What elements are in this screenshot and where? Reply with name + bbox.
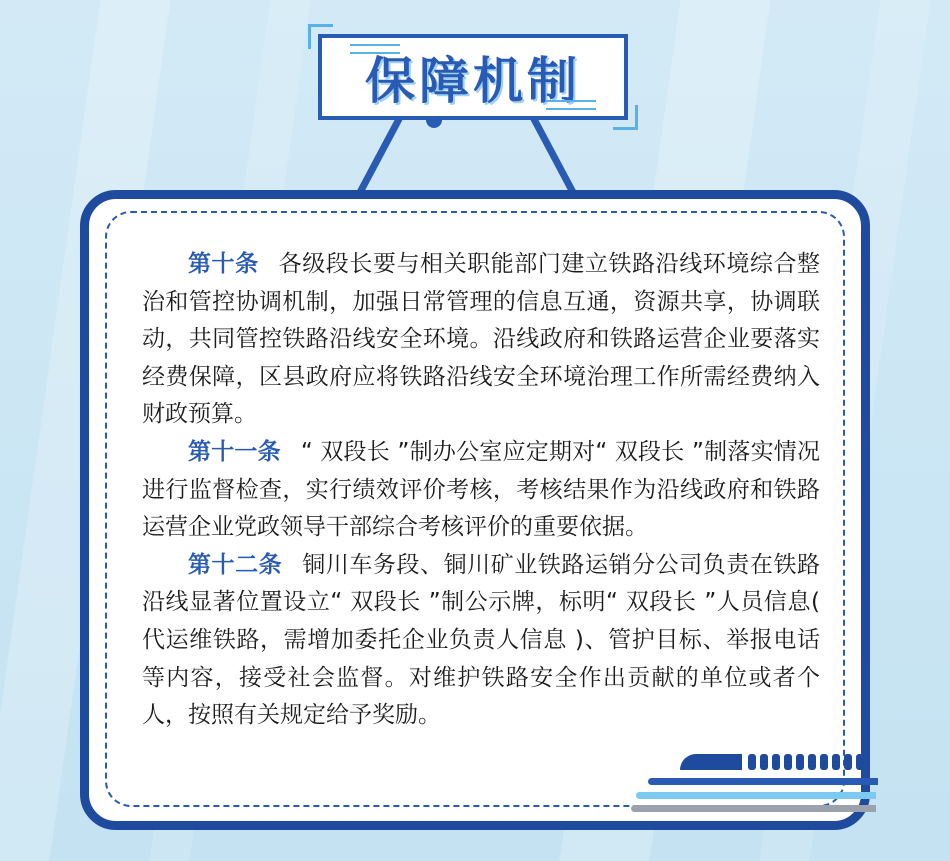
train-illustration [620,742,870,822]
article-paragraph [142,547,820,735]
sign-corner-decoration [308,24,333,49]
train-windows [748,754,864,770]
article-label: 第十一条 [188,438,281,465]
article-text: 各级段长要与相关职能部门建立铁路沿线环境综合整治和管控协调机制，加强日常管理的信息互通，资源共享，协调联动，共同管控铁路沿线安全环境。沿线政府和铁路运营企业要落实经费保障，区县政府应将铁路沿线安全环境治理工作所需经费纳入财政预算。 [142,251,821,428]
sign-line-decoration [546,100,596,110]
article-paragraph [142,246,820,434]
train-body [628,772,878,816]
article-label: 第十二条 [188,551,283,578]
article-text: 铜川车务段、铜川矿业铁路运销分公司负责在铁路沿线显著位置设立“ 双段长 ”制公示牌，标明“ 双段长 ”人员信息( 代运维铁路，需增加委托企业负责人信息 )、管护目标、举报电话等内容，接受社会监督。对维护铁路安全作出贡献的单位或者个人，按照有关规定给予奖励。 [142,551,821,729]
articles-content [142,246,820,735]
article-paragraph [142,434,820,547]
article-text: “ 双段长 ”制办公室应定期对“ 双段长 ”制落实情况进行监督检查，实行绩效评价考核，考核结果作为沿线政府和铁路运营企业党政领导干部综合考核评价的重要依据。 [142,438,821,541]
article-label: 第十条 [188,251,259,277]
title-sign [318,34,628,120]
sign-line-decoration [350,44,400,54]
sign-corner-decoration [613,105,638,130]
page-title: 保障机制 [365,52,581,110]
train-nose [680,754,742,770]
